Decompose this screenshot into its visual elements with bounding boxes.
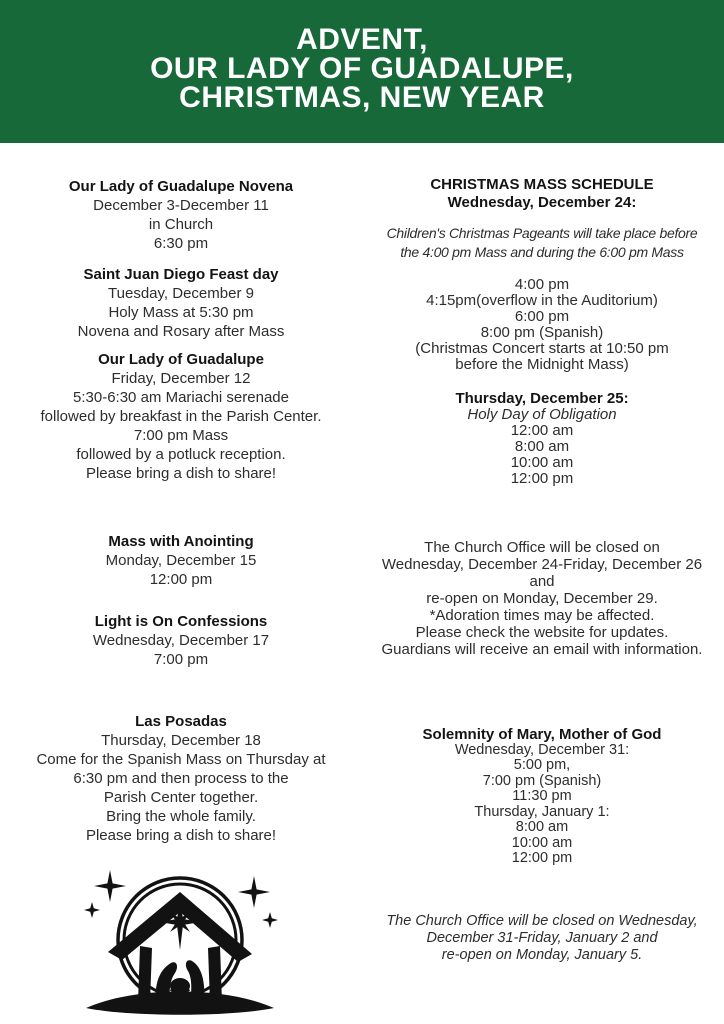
text-line: 6:00 pm: [514, 308, 570, 325]
text-line: December 3-December 11: [93, 197, 269, 214]
text-line: Tuesday, December 9: [108, 285, 254, 302]
section-title: Mass with Anointing: [108, 533, 254, 550]
text-line: Please bring a dish to share!: [85, 827, 277, 844]
text-line: the 4:00 pm Mass and during the 6:00 pm Mass: [400, 244, 684, 260]
text-line: 6:30 pm and then process to the: [73, 770, 289, 787]
text-line: 8:00 pm (Spanish): [480, 324, 604, 341]
section-subtitle: Holy Day of Obligation: [467, 406, 617, 423]
text-line: re-open on Monday, January 5.: [441, 947, 643, 963]
text-line: 6:30 pm: [153, 235, 209, 252]
text-line: Monday, December 15: [105, 552, 257, 569]
text-line: *Adoration times may be affected.: [429, 607, 655, 624]
text-line: Guardians will receive an email with information.: [381, 641, 703, 658]
text-line: 12:00 pm: [510, 470, 574, 487]
text-line: 5:30-6:30 am Mariachi serenade: [73, 389, 289, 406]
text-line: 10:00 am: [510, 454, 574, 471]
section-title: Light is On Confessions: [94, 613, 268, 630]
title-line-3: CHRISTMAS, NEW YEAR: [179, 81, 545, 114]
text-line: in Church: [148, 216, 214, 233]
posadas-section: [20, 712, 342, 845]
text-line: 4:15pm(overflow in the Auditorium): [426, 292, 658, 309]
text-line: The Church Office will be closed on Wednesday,: [386, 913, 698, 929]
text-line: and: [529, 573, 555, 590]
section-title: CHRISTMAS MASS SCHEDULE: [430, 176, 654, 193]
text-line: 12:00 pm: [511, 850, 573, 866]
text-line: The Church Office will be closed on: [424, 539, 660, 556]
text-line: 12:00 am: [510, 422, 574, 439]
text-line: 12:00 pm: [149, 571, 213, 588]
juan-diego-section: [20, 265, 342, 341]
text-line: Thursday, December 18: [101, 732, 261, 749]
text-line: Thursday, January 1:: [474, 803, 610, 820]
text-line: 10:00 am: [511, 834, 573, 851]
section-title: Saint Juan Diego Feast day: [83, 266, 279, 283]
text-line: 11:30 pm: [512, 788, 572, 804]
text-line: 8:00 am: [514, 438, 570, 455]
text-line: Parish Center together.: [103, 789, 259, 806]
text-line: 5:00 pm,: [513, 757, 571, 773]
text-line: re-open on Monday, December 29.: [426, 590, 658, 607]
text-line: 4:00 pm: [514, 276, 570, 293]
text-line: Wednesday, December 24-Friday, December 26: [381, 556, 703, 573]
text-line: 8:00 am: [515, 819, 569, 835]
text-line: Children's Christmas Pageants will take place before: [386, 225, 698, 241]
text-line: followed by breakfast in the Parish Center.: [40, 408, 322, 425]
pageants-note: [359, 224, 724, 262]
solemnity-section: [359, 727, 724, 867]
text-line: 7:00 pm Mass: [133, 427, 229, 444]
section-subtitle: Wednesday, December 24:: [447, 194, 637, 211]
confessions-section: [20, 612, 342, 669]
text-line: Novena and Rosary after Mass: [77, 323, 285, 340]
title-line-2: OUR LADY OF GUADALUPE,: [150, 52, 574, 85]
section-title: Las Posadas: [135, 713, 227, 730]
section-title: Our Lady of Guadalupe Novena: [68, 178, 294, 195]
section-title: Our Lady of Guadalupe: [98, 351, 264, 368]
text-line: Wednesday, December 17: [92, 632, 270, 649]
guadalupe-section: [20, 350, 342, 483]
text-line: Please check the website for updates.: [415, 624, 669, 641]
page-title: [0, 0, 724, 112]
text-line: followed by a potluck reception.: [76, 446, 286, 463]
text-line: before the Midnight Mass): [455, 356, 629, 373]
text-line: 7:00 pm: [153, 651, 209, 668]
anointing-section: [20, 532, 342, 589]
dec24-mass-times: [359, 277, 724, 373]
text-line: December 31-Friday, January 2 and: [426, 930, 658, 946]
nativity-illustration-icon: [80, 870, 280, 1020]
text-line: 7:00 pm (Spanish): [482, 772, 602, 789]
text-line: Come for the Spanish Mass on Thursday at: [36, 751, 326, 768]
dec25-section: [359, 391, 724, 487]
section-title: Solemnity of Mary, Mother of God: [422, 726, 662, 743]
header-banner: [0, 0, 724, 143]
novena-section: [20, 177, 342, 253]
office-closed-january-note: [359, 913, 724, 964]
section-title: Thursday, December 25:: [455, 390, 629, 407]
text-line: Friday, December 12: [111, 370, 251, 387]
text-line: Bring the whole family.: [106, 808, 256, 825]
christmas-schedule-heading: [359, 176, 724, 212]
title-line-1: ADVENT,: [296, 23, 428, 56]
text-line: (Christmas Concert starts at 10:50 pm: [415, 340, 669, 357]
text-line: Please bring a dish to share!: [85, 465, 277, 482]
text-line: Holy Mass at 5:30 pm: [108, 304, 254, 321]
office-closed-december-note: [359, 539, 724, 658]
text-line: Wednesday, December 31:: [454, 741, 630, 758]
